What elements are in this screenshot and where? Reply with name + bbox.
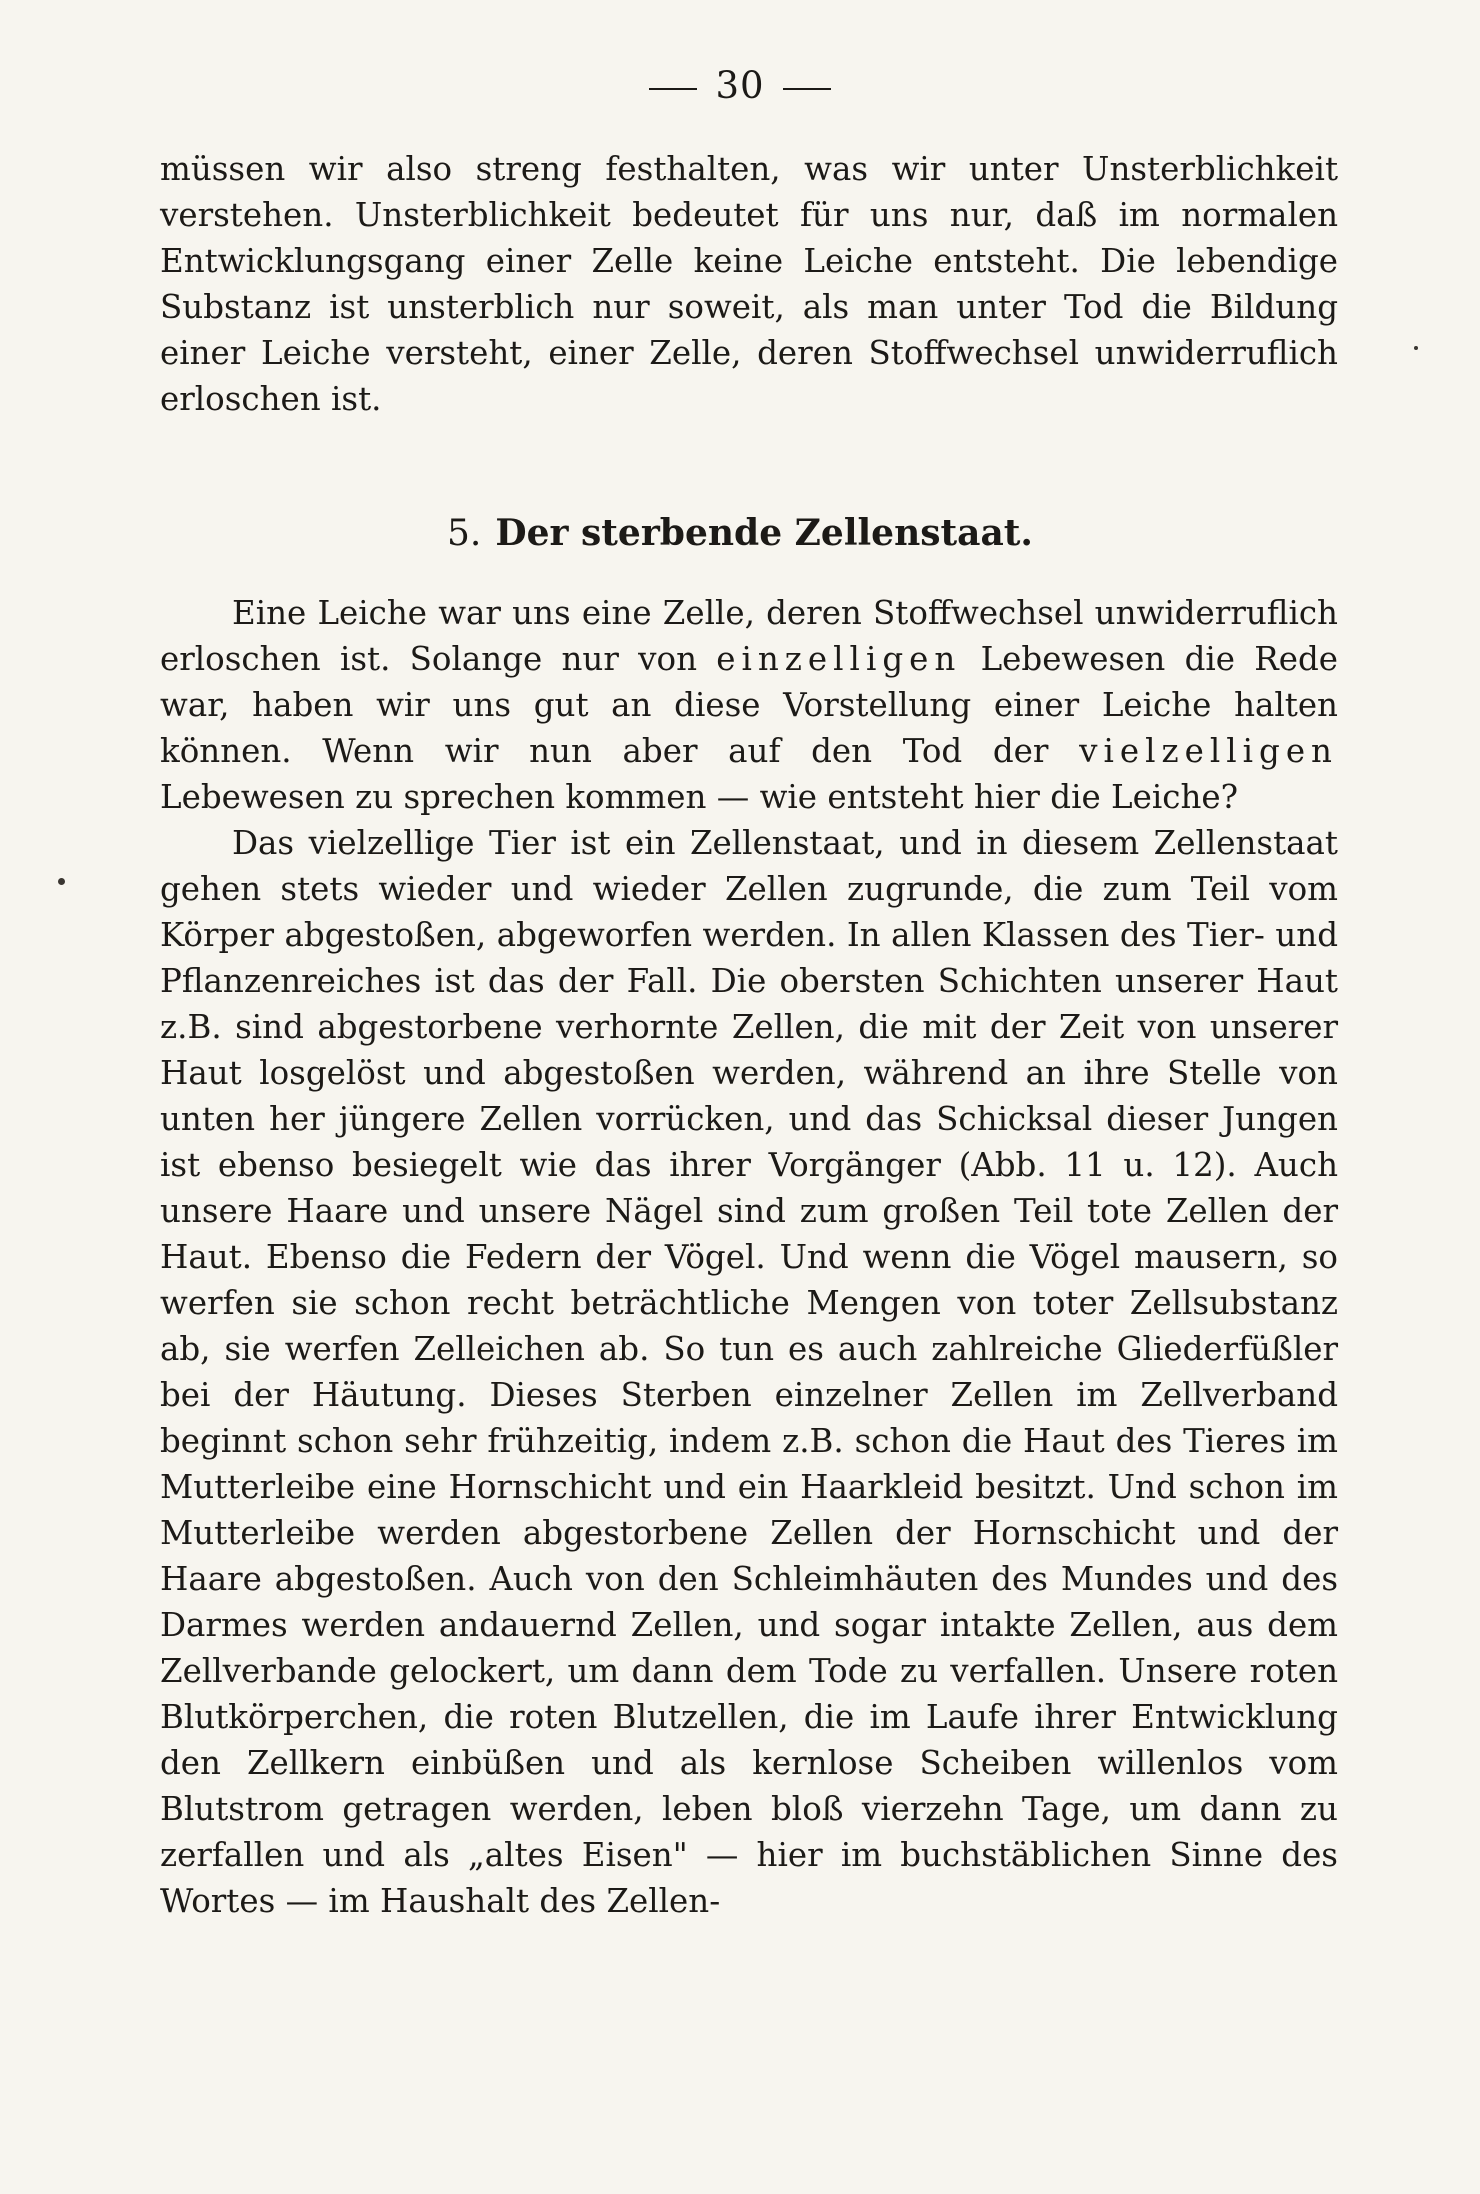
stray-ink-dot xyxy=(58,878,65,885)
paragraph-1-part-2: Lebewesen die Rede war, haben wir uns gut an diese Vorstellung einer Leiche halten können. Wenn wir nun aber auf den Tod der xyxy=(160,640,1338,770)
section-paragraph-1 xyxy=(160,590,1338,820)
section-heading xyxy=(0,512,1480,554)
left-dash xyxy=(649,88,697,90)
section-body xyxy=(160,590,1338,1924)
section-paragraph-2: Das vielzellige Tier ist ein Zellenstaat, und in diesem Zellenstaat gehen stets wieder und wieder Zellen zugrunde, die zum Teil vom Körper abgestoßen, abgeworfen werden. In allen Klassen des Tier- und Pflanzenreiches ist das der Fall. Die obersten Schichten unserer Haut z.B. sind abgestorbene verhornte Zellen, die mit der Zeit von unserer Haut losgelöst und abgestoßen werden, während an ihre Stelle von unten her jüngere Zellen vorrücken, und das Schicksal dieser Jungen ist ebenso besiegelt wie das ihrer Vorgänger (Abb. 11 u. 12). Auch unsere Haare und unsere Nägel sind zum großen Teil tote Zellen der Haut. Ebenso die Federn der Vögel. Und wenn die Vögel mausern, so werfen sie schon recht beträchtliche Mengen von toter Zellsubstanz ab, sie werfen Zelleichen ab. So tun es auch zahlreiche Gliederfüßler bei der Häutung. Dieses Sterben einzelner Zellen im Zellverband beginnt schon sehr frühzeitig, indem z.B. schon die Haut des Tieres im Mutterleibe eine Hornschicht und ein Haarkleid besitzt. Und schon im Mutterleibe werden abgestorbene Zellen der Hornschicht und der Haare abgestoßen. Auch von den Schleimhäuten des Mundes und des Darmes werden andauernd Zellen, und sogar intakte Zellen, aus dem Zellverbande gelockert, um dann dem Tode zu verfallen. Unsere roten Blutkörperchen, die roten Blutzellen, die im Laufe ihrer Entwicklung den Zellkern einbüßen und als kernlose Scheiben willenlos vom Blutstrom getragen werden, leben bloß vierzehn Tage, um dann zu zerfallen und als „altes Eisen" — hier im buchstäblichen Sinne des Wortes — im Haushalt des Zellen- xyxy=(160,824,1338,1920)
page-number-value: 30 xyxy=(715,64,765,107)
section-number: 5. xyxy=(447,513,482,554)
page-number xyxy=(0,64,1480,107)
paragraph-1-part-1: Eine Leiche war uns eine Zelle, deren Stoffwechsel unwiderruflich erloschen ist. Solange nur von xyxy=(160,594,1338,678)
emphasis-einzelligen: einzelligen xyxy=(716,640,962,678)
paragraph-1-part-3: Lebewesen zu sprechen kommen — wie entsteht hier die Leiche? xyxy=(160,778,1239,816)
right-dash xyxy=(783,88,831,90)
intro-paragraph-block xyxy=(160,146,1338,422)
section-title: Der sterbende Zellenstaat. xyxy=(495,512,1033,554)
emphasis-vielzelligen: vielzelligen xyxy=(1079,732,1338,770)
stray-ink-dot xyxy=(1414,346,1418,350)
intro-paragraph: müssen wir also streng festhalten, was wir unter Unsterblichkeit verstehen. Unsterblichkeit bedeutet für uns nur, daß im normalen Entwicklungsgang einer Zelle keine Leiche entsteht. Die lebendige Substanz ist unsterblich nur soweit, als man unter Tod die Bildung einer Leiche versteht, einer Zelle, deren Stoffwechsel unwiderruflich erloschen ist. xyxy=(160,150,1338,418)
